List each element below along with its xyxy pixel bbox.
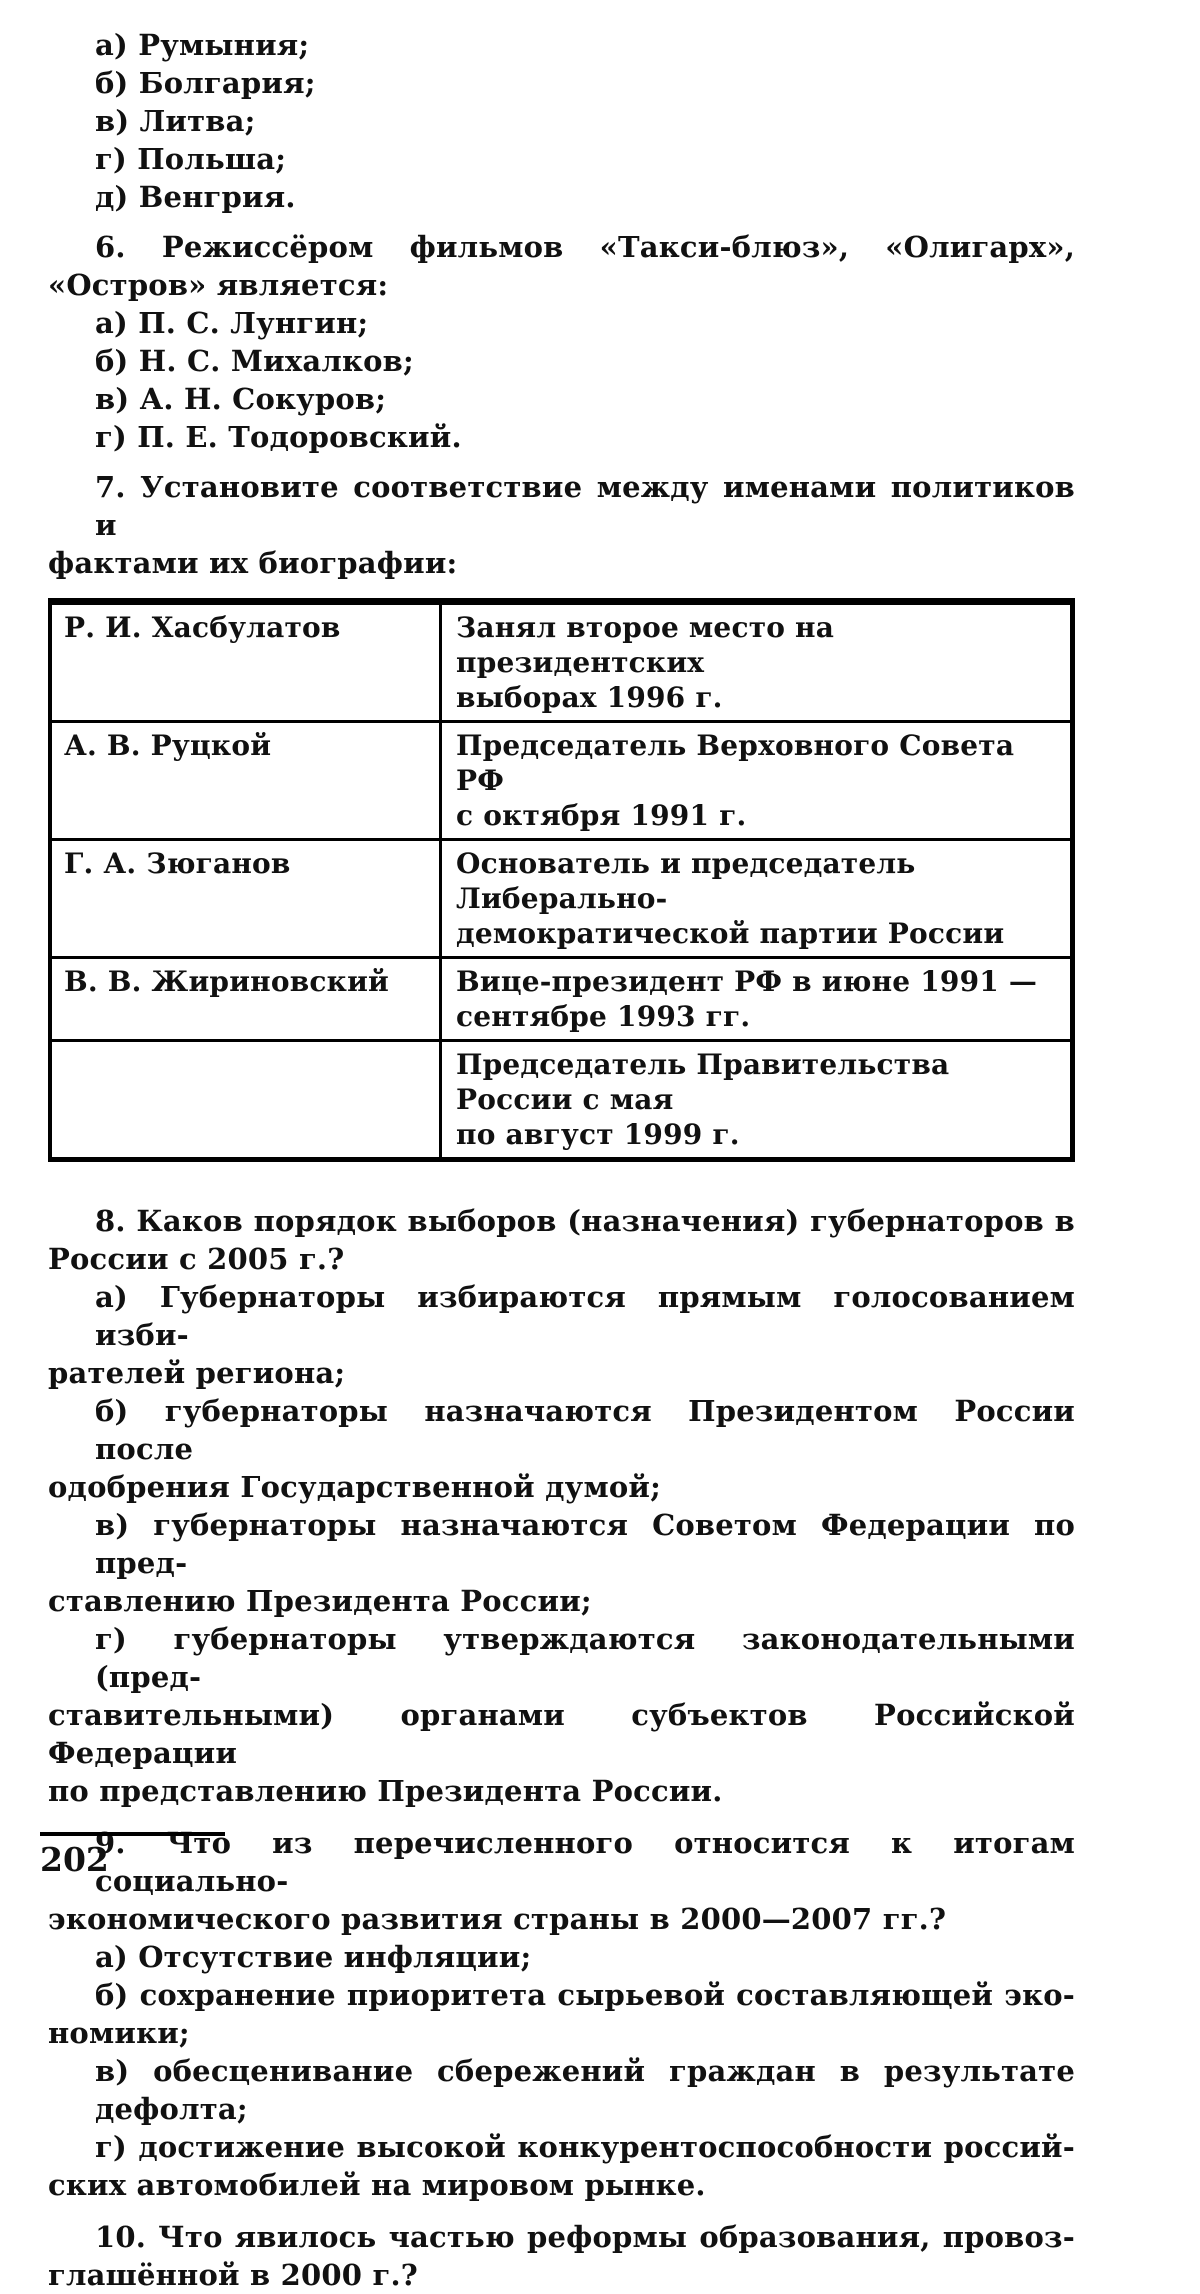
- fact-cell: [441, 958, 1073, 1041]
- option-line: в) Литва;: [95, 104, 256, 138]
- option-line: а) Румыния;: [95, 28, 310, 62]
- footer-rule: [40, 1832, 225, 1836]
- option-line: одобрения Государственной думой;: [48, 1470, 661, 1504]
- option-line: б) Н. С. Михалков;: [95, 344, 414, 378]
- table-row: [50, 840, 1073, 958]
- option-line: б) сохранение приоритета сырьевой составляющей эко-: [95, 1978, 1075, 2012]
- fact-line: Председатель Верховного Совета РФ: [456, 729, 1015, 797]
- fact-line: с октября 1991 г.: [456, 799, 747, 832]
- table-row: [50, 722, 1073, 840]
- option-line: по представлению Президента России.: [48, 1774, 723, 1808]
- question-10-text-line: 10. Что явилось частью реформы образования, провоз-: [95, 2220, 1075, 2254]
- table-row: [50, 1041, 1073, 1160]
- option-line: ставлению Президента России;: [48, 1584, 592, 1618]
- match-table: [48, 598, 1075, 1162]
- option-line: в) губернаторы назначаются Советом Федерации по пред-: [95, 1508, 1075, 1580]
- page-number: 202: [40, 1840, 109, 1879]
- question-8-text-line: России с 2005 г.?: [48, 1242, 345, 1276]
- politician-cell: Р. И. Хасбулатов: [50, 602, 441, 722]
- question-8: [48, 1202, 1075, 1810]
- question-9-text-line: экономического развития страны в 2000—2007 гг.?: [48, 1902, 947, 1936]
- fact-cell: [441, 722, 1073, 840]
- option-line: а) П. С. Лунгин;: [95, 306, 369, 340]
- fact-line: Занял второе место на президентских: [456, 611, 835, 679]
- option-line: г) Польша;: [95, 142, 287, 176]
- question-7-text-line: 7. Установите соответствие между именами политиков и: [95, 470, 1075, 542]
- question-6: [48, 228, 1075, 456]
- fact-line: демократической партии России: [456, 917, 1005, 950]
- page-footer: [40, 1832, 225, 1880]
- question-6-text-line: 6. Режиссёром фильмов «Такси-блюз», «Олигарх»,: [95, 230, 1075, 264]
- question-9-text-line: 9. Что из перечисленного относится к итогам социально-: [95, 1826, 1075, 1898]
- option-line: г) губернаторы утверждаются законодательными (пред-: [95, 1622, 1075, 1694]
- option-line: а) Отсутствие инфляции;: [95, 1940, 532, 1974]
- fact-cell: [441, 1041, 1073, 1160]
- question-5-options: [48, 26, 1075, 216]
- question-8-text-line: 8. Каков порядок выборов (назначения) губернаторов в: [95, 1204, 1075, 1238]
- fact-line: выборах 1996 г.: [456, 681, 723, 714]
- option-line: а) Губернаторы избираются прямым голосованием изби-: [95, 1280, 1075, 1352]
- politician-cell: [50, 1041, 441, 1160]
- option-line: рателей региона;: [48, 1356, 346, 1390]
- table-row: [50, 602, 1073, 722]
- fact-cell: [441, 840, 1073, 958]
- fact-line: Председатель Правительства России с мая: [456, 1048, 950, 1116]
- option-line: б) Болгария;: [95, 66, 316, 100]
- option-line: г) достижение высокой конкурентоспособности россий-: [95, 2130, 1075, 2164]
- option-line: д) Венгрия.: [95, 180, 296, 214]
- option-line: г) П. Е. Тодоровский.: [95, 420, 462, 454]
- question-10: [48, 2218, 1075, 2294]
- option-line: б) губернаторы назначаются Президентом России после: [95, 1394, 1075, 1466]
- fact-cell: [441, 602, 1073, 722]
- question-7-text-line: фактами их биографии:: [48, 546, 458, 580]
- option-line: в) А. Н. Сокуров;: [95, 382, 387, 416]
- option-line: ских автомобилей на мировом рынке.: [48, 2168, 706, 2202]
- fact-line: Вице-президент РФ в июне 1991 —: [456, 965, 1038, 998]
- question-9: [48, 1824, 1075, 2204]
- option-line: номики;: [48, 2016, 190, 2050]
- table-row: [50, 958, 1073, 1041]
- question-6-text-line: «Остров» является:: [48, 268, 389, 302]
- question-10-text-line: глашённой в 2000 г.?: [48, 2258, 418, 2292]
- fact-line: Основатель и председатель Либерально-: [456, 847, 916, 915]
- option-line: ставительными) органами субъектов Российской Федерации: [48, 1698, 1075, 1770]
- politician-cell: В. В. Жириновский: [50, 958, 441, 1041]
- fact-line: по август 1999 г.: [456, 1118, 740, 1151]
- option-line: в) обесценивание сбережений граждан в результате дефолта;: [95, 2054, 1075, 2126]
- question-7: [48, 468, 1075, 582]
- politician-cell: Г. А. Зюганов: [50, 840, 441, 958]
- politician-cell: А. В. Руцкой: [50, 722, 441, 840]
- fact-line: сентябре 1993 гг.: [456, 1000, 751, 1033]
